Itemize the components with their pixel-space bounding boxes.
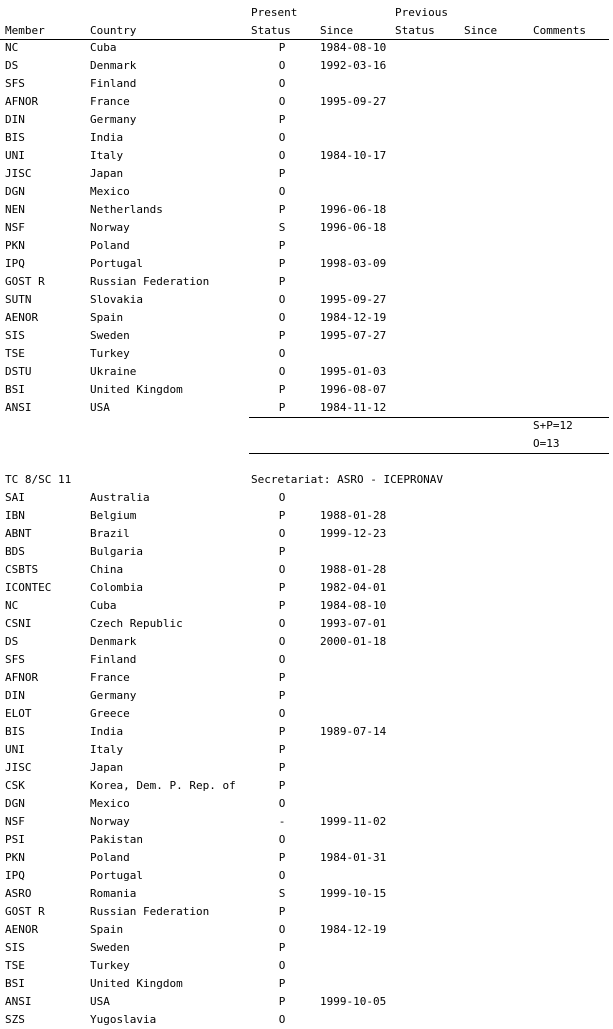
country-name: Ukraine: [90, 365, 137, 378]
table-row: [0, 759, 613, 777]
country-name: United Kingdom: [90, 977, 183, 990]
table-row: [0, 93, 613, 111]
country-name: Colombia: [90, 581, 143, 594]
table-row: [0, 309, 613, 327]
status-code: P: [278, 113, 286, 126]
table-row: [0, 903, 613, 921]
status-code: O: [278, 77, 286, 90]
member-code: DS: [5, 59, 19, 72]
table-row: [0, 543, 613, 561]
member-code: JISC: [5, 167, 32, 180]
status-code: P: [278, 257, 286, 270]
table-row: [0, 795, 613, 813]
since-date: 1984-10-17: [320, 149, 387, 162]
member-code: ASRO: [5, 887, 32, 900]
status-code: P: [278, 977, 286, 990]
member-code: SIS: [5, 941, 25, 954]
since-date: 1993-07-01: [320, 617, 387, 630]
status-code: O: [278, 959, 286, 972]
since-date: 1988-01-28: [320, 563, 387, 576]
table-row: [0, 615, 613, 633]
member-code: UNI: [5, 743, 25, 756]
status-code: O: [278, 635, 286, 648]
status-code: O: [278, 617, 286, 630]
status-code: P: [278, 329, 286, 342]
country-name: Belgium: [90, 509, 137, 522]
table-row: [0, 129, 613, 147]
header-previous: Previous: [395, 6, 448, 19]
table-row: [0, 75, 613, 93]
since-date: 1996-06-18: [320, 203, 387, 216]
status-code: P: [278, 203, 286, 216]
country-name: Greece: [90, 707, 130, 720]
status-code: O: [278, 797, 286, 810]
country-name: Yugoslavia: [90, 1013, 157, 1026]
member-code: SZS: [5, 1013, 25, 1026]
committee-title: TC 8/SC 11: [5, 473, 72, 486]
country-name: Cuba: [90, 41, 117, 54]
member-code: NSF: [5, 221, 25, 234]
member-code: IBN: [5, 509, 25, 522]
country-name: USA: [90, 995, 110, 1008]
member-code: CSBTS: [5, 563, 39, 576]
country-name: Poland: [90, 851, 130, 864]
member-code: DIN: [5, 689, 25, 702]
table-row: [0, 507, 613, 525]
member-code: BSI: [5, 977, 25, 990]
status-code: O: [278, 869, 286, 882]
table-row: [0, 939, 613, 957]
country-name: Australia: [90, 491, 150, 504]
country-name: Spain: [90, 923, 124, 936]
country-name: Korea, Dem. P. Rep. of: [90, 779, 236, 792]
member-code: BIS: [5, 131, 25, 144]
table-row: [0, 183, 613, 201]
status-code: -: [278, 815, 286, 828]
table-row: [0, 291, 613, 309]
status-code: P: [278, 761, 286, 774]
member-code: JISC: [5, 761, 32, 774]
since-date: 1995-07-27: [320, 329, 387, 342]
country-name: Poland: [90, 239, 130, 252]
country-name: Finland: [90, 77, 137, 90]
since-date: 1996-06-18: [320, 221, 387, 234]
country-name: Czech Republic: [90, 617, 183, 630]
country-name: United Kingdom: [90, 383, 183, 396]
status-code: P: [278, 671, 286, 684]
country-name: Japan: [90, 167, 124, 180]
table-row: [0, 849, 613, 867]
since-date: 2000-01-18: [320, 635, 387, 648]
status-code: P: [278, 689, 286, 702]
member-code: UNI: [5, 149, 25, 162]
member-code: GOST R: [5, 275, 45, 288]
member-code: SIS: [5, 329, 25, 342]
country-name: Brazil: [90, 527, 130, 540]
table-row: [0, 741, 613, 759]
table-row: [0, 687, 613, 705]
member-code: TSE: [5, 959, 25, 972]
status-code: P: [278, 401, 286, 414]
member-code: CSK: [5, 779, 25, 792]
country-name: Germany: [90, 689, 137, 702]
status-code: P: [278, 905, 286, 918]
table-row: [0, 165, 613, 183]
since-date: 1984-12-19: [320, 923, 387, 936]
since-date: 1984-08-10: [320, 599, 387, 612]
header-prev-since: Since: [464, 24, 498, 37]
country-name: Pakistan: [90, 833, 143, 846]
country-name: Mexico: [90, 797, 130, 810]
country-name: India: [90, 725, 124, 738]
totals-o: O=13: [533, 437, 560, 450]
since-date: 1984-08-10: [320, 41, 387, 54]
status-code: P: [278, 725, 286, 738]
since-date: 1996-08-07: [320, 383, 387, 396]
member-code: IPQ: [5, 257, 25, 270]
country-name: Italy: [90, 149, 124, 162]
since-date: 1992-03-16: [320, 59, 387, 72]
status-code: P: [278, 383, 286, 396]
country-name: Sweden: [90, 329, 130, 342]
header-status: Status: [251, 24, 291, 37]
status-code: O: [278, 293, 286, 306]
table-row: [0, 579, 613, 597]
country-name: China: [90, 563, 124, 576]
country-name: Norway: [90, 815, 130, 828]
member-code: GOST R: [5, 905, 45, 918]
header-comments: Comments: [533, 24, 586, 37]
status-code: O: [278, 59, 286, 72]
since-date: 1995-01-03: [320, 365, 387, 378]
table-row: [0, 831, 613, 849]
status-code: O: [278, 347, 286, 360]
status-code: P: [278, 581, 286, 594]
member-code: SFS: [5, 653, 25, 666]
member-code: DS: [5, 635, 19, 648]
since-date: 1999-10-15: [320, 887, 387, 900]
table-row: [0, 111, 613, 129]
member-code: ABNT: [5, 527, 32, 540]
table-row: [0, 561, 613, 579]
member-code: BSI: [5, 383, 25, 396]
status-code: P: [278, 509, 286, 522]
header-present: Present: [251, 6, 298, 19]
country-name: Denmark: [90, 635, 137, 648]
header-since: Since: [320, 24, 354, 37]
member-code: PSI: [5, 833, 25, 846]
table-row: [0, 147, 613, 165]
member-code: ICONTEC: [5, 581, 52, 594]
member-code: DSTU: [5, 365, 32, 378]
status-code: O: [278, 653, 286, 666]
table-row: [0, 867, 613, 885]
country-name: France: [90, 95, 130, 108]
table-row: [0, 777, 613, 795]
member-code: BDS: [5, 545, 25, 558]
status-code: P: [278, 941, 286, 954]
member-code: NC: [5, 599, 19, 612]
totals-bottom-line: [249, 453, 609, 454]
table-row: [0, 237, 613, 255]
status-code: O: [278, 365, 286, 378]
since-date: 1999-10-05: [320, 995, 387, 1008]
status-code: P: [278, 545, 286, 558]
country-name: India: [90, 131, 124, 144]
country-name: Portugal: [90, 257, 143, 270]
country-name: Portugal: [90, 869, 143, 882]
status-code: O: [278, 923, 286, 936]
country-name: Turkey: [90, 347, 130, 360]
country-name: Japan: [90, 761, 124, 774]
member-code: SAI: [5, 491, 25, 504]
member-code: ELOT: [5, 707, 32, 720]
member-code: PKN: [5, 851, 25, 864]
table-row: [0, 39, 613, 57]
member-code: DGN: [5, 797, 25, 810]
table-row: [0, 705, 613, 723]
since-date: 1984-12-19: [320, 311, 387, 324]
status-code: O: [278, 491, 286, 504]
table-row: [0, 597, 613, 615]
member-code: DGN: [5, 185, 25, 198]
status-code: P: [278, 167, 286, 180]
table-row: [0, 1011, 613, 1029]
since-date: 1998-03-09: [320, 257, 387, 270]
country-name: Germany: [90, 113, 137, 126]
header-prev-status: Status: [395, 24, 435, 37]
country-name: Cuba: [90, 599, 117, 612]
country-name: Slovakia: [90, 293, 143, 306]
country-name: Russian Federation: [90, 275, 210, 288]
member-code: AENOR: [5, 923, 39, 936]
status-code: P: [278, 779, 286, 792]
table-row: [0, 219, 613, 237]
status-code: P: [278, 41, 286, 54]
member-code: SFS: [5, 77, 25, 90]
table-row: [0, 975, 613, 993]
table-row: [0, 957, 613, 975]
member-code: NC: [5, 41, 19, 54]
member-code: AFNOR: [5, 671, 39, 684]
member-code: AFNOR: [5, 95, 39, 108]
since-date: 1999-11-02: [320, 815, 387, 828]
since-date: 1995-09-27: [320, 95, 387, 108]
country-name: Italy: [90, 743, 124, 756]
member-code: IPQ: [5, 869, 25, 882]
table-row: [0, 57, 613, 75]
status-code: S: [278, 887, 286, 900]
country-name: Mexico: [90, 185, 130, 198]
table-row: [0, 651, 613, 669]
table-row: [0, 273, 613, 291]
since-date: 1995-09-27: [320, 293, 387, 306]
totals-sp: S+P=12: [533, 419, 573, 432]
header-country: Country: [90, 24, 137, 37]
table-row: [0, 381, 613, 399]
member-code: CSNI: [5, 617, 32, 630]
country-name: Bulgaria: [90, 545, 143, 558]
header-member: Member: [5, 24, 45, 37]
member-code: AENOR: [5, 311, 39, 324]
table-row: [0, 633, 613, 651]
member-code: PKN: [5, 239, 25, 252]
table-row: [0, 327, 613, 345]
status-code: O: [278, 833, 286, 846]
member-code: SUTN: [5, 293, 32, 306]
country-name: Denmark: [90, 59, 137, 72]
since-date: 1988-01-28: [320, 509, 387, 522]
since-date: 1999-12-23: [320, 527, 387, 540]
table-row: [0, 885, 613, 903]
table-row: [0, 993, 613, 1011]
status-code: O: [278, 563, 286, 576]
status-code: P: [278, 995, 286, 1008]
status-code: S: [278, 221, 286, 234]
status-code: P: [278, 851, 286, 864]
status-code: P: [278, 275, 286, 288]
status-code: O: [278, 1013, 286, 1026]
status-code: O: [278, 527, 286, 540]
member-code: ANSI: [5, 995, 32, 1008]
table-row: [0, 489, 613, 507]
country-name: USA: [90, 401, 110, 414]
country-name: Netherlands: [90, 203, 163, 216]
table-row: [0, 813, 613, 831]
table-row: [0, 921, 613, 939]
status-code: P: [278, 599, 286, 612]
status-code: O: [278, 149, 286, 162]
country-name: Norway: [90, 221, 130, 234]
country-name: Russian Federation: [90, 905, 210, 918]
member-code: ANSI: [5, 401, 32, 414]
since-date: 1989-07-14: [320, 725, 387, 738]
member-code: TSE: [5, 347, 25, 360]
status-code: O: [278, 95, 286, 108]
status-code: P: [278, 239, 286, 252]
country-name: Spain: [90, 311, 124, 324]
since-date: 1984-01-31: [320, 851, 387, 864]
table-row: [0, 669, 613, 687]
table-row: [0, 363, 613, 381]
country-name: Turkey: [90, 959, 130, 972]
country-name: Finland: [90, 653, 137, 666]
status-code: O: [278, 131, 286, 144]
country-name: France: [90, 671, 130, 684]
table-row: [0, 525, 613, 543]
country-name: Romania: [90, 887, 137, 900]
country-name: Sweden: [90, 941, 130, 954]
table-row: [0, 399, 613, 417]
status-code: O: [278, 311, 286, 324]
member-code: BIS: [5, 725, 25, 738]
since-date: 1982-04-01: [320, 581, 387, 594]
table-row: [0, 255, 613, 273]
member-code: NEN: [5, 203, 25, 216]
member-code: DIN: [5, 113, 25, 126]
table-row: [0, 345, 613, 363]
since-date: 1984-11-12: [320, 401, 387, 414]
table-row: [0, 201, 613, 219]
table-row: [0, 723, 613, 741]
status-code: O: [278, 707, 286, 720]
status-code: P: [278, 743, 286, 756]
status-code: O: [278, 185, 286, 198]
member-code: NSF: [5, 815, 25, 828]
secretariat-label: Secretariat: ASRO - ICEPRONAV: [251, 473, 444, 486]
